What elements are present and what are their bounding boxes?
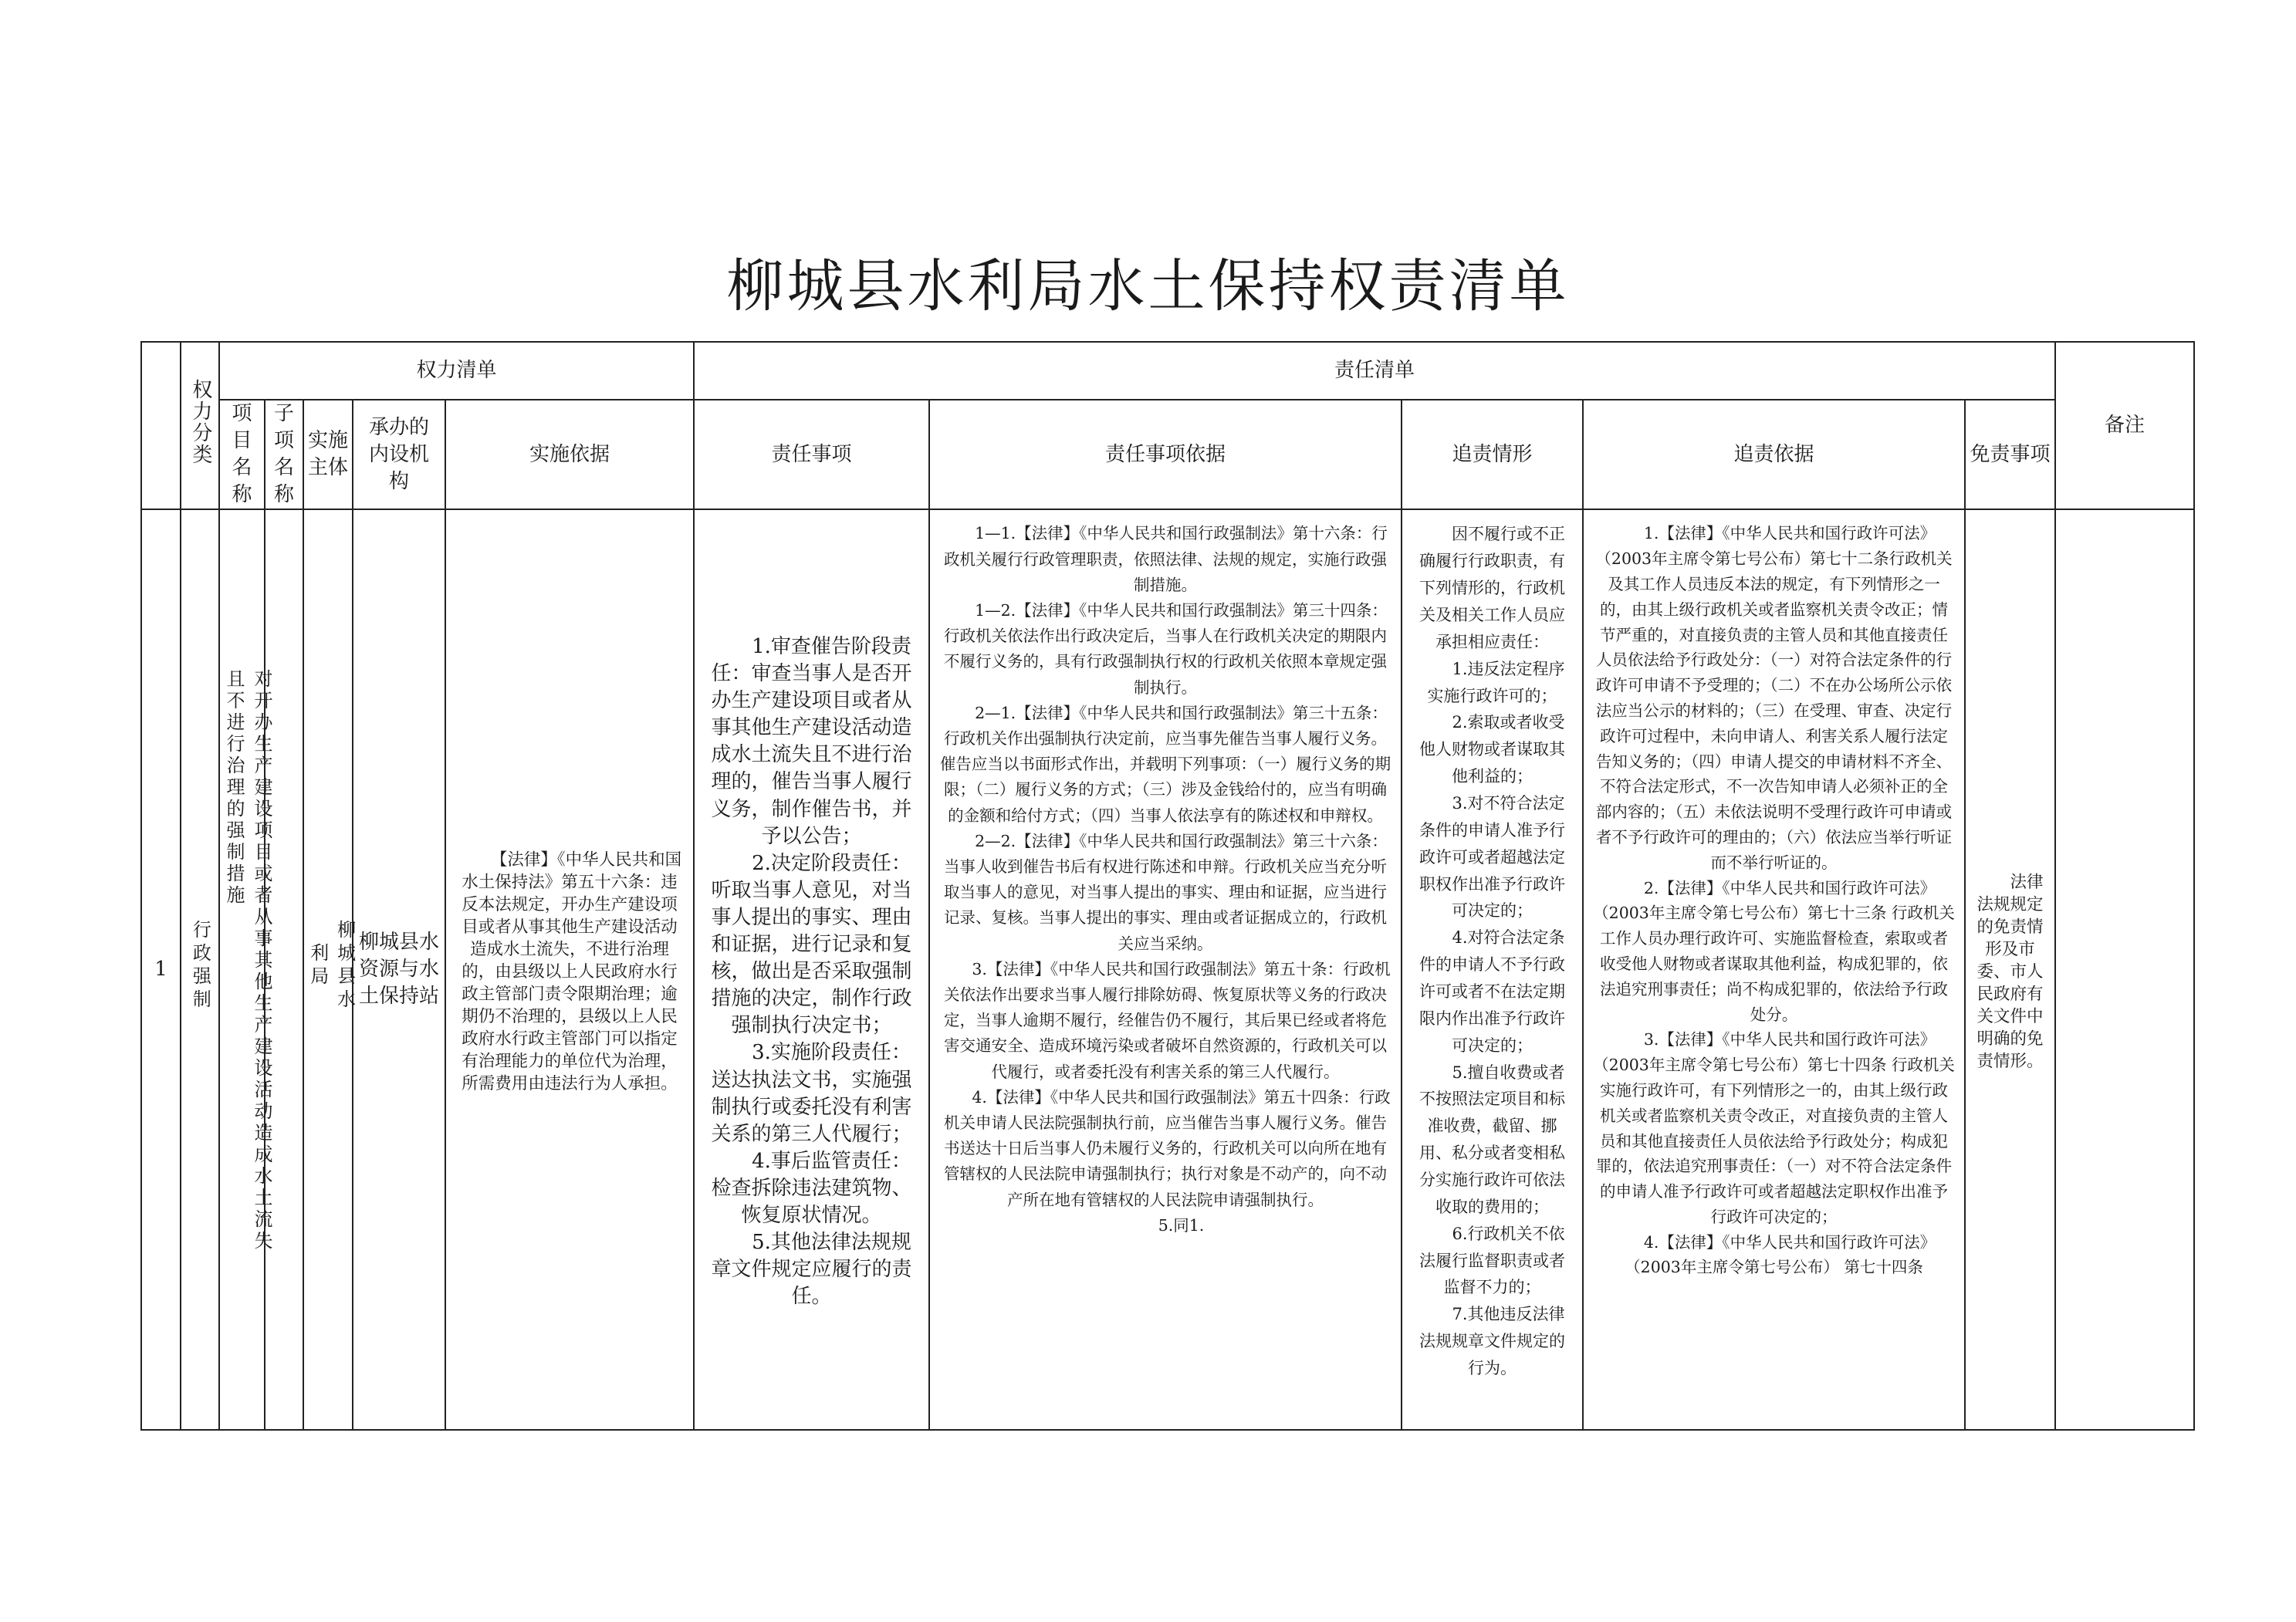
resp-basis-item: 2—2.【法律】《中华人民共和国行政强制法》第三十六条：当事人收到催告书后有权进行陈述和申辩。行政机关应当充分听取当事人的意见，对当事人提出的事实、理由和证据，应当进行记录、复核。当事人提出的事实、理由或者证据成立的，行政机关应当采纳。	[944, 831, 1388, 953]
seq-header-cell	[141, 342, 181, 509]
power-list-header: 权力清单	[219, 342, 694, 400]
row-category: 行政强制	[181, 509, 219, 1430]
remarks-header: 备注	[2055, 342, 2194, 509]
resp-items-header: 责任事项	[694, 400, 929, 509]
row-item-name: 对开办生产建设项目或者从事其他生产建设活动造成水土流失且不进行治理的强制措施	[219, 509, 265, 1430]
accountability-item: 6.行政机关不依法履行监督职责或者监督不力的；	[1419, 1224, 1565, 1297]
accountability-item: 2.索取或者收受他人财物或者谋取其他利益的；	[1419, 713, 1565, 786]
resp-basis-item: 4.【法律】《中华人民共和国行政强制法》第五十四条：行政机关申请人民法院强制执行前，应当催告当事人履行义务。催告书送达十日后当事人仍未履行义务的，行政机关可以向所在地有管辖权的人民法院申请强制执行；执行对象是不动产的，向不动产所在地有管辖权的人民法院申请强制执行。	[944, 1087, 1391, 1209]
accountability-item: 4.对符合法定条件的申请人不予行政许可或者不在法定期限内作出准予行政许可决定的；	[1419, 928, 1565, 1055]
resp-basis-item: 3.【法律】《中华人民共和国行政强制法》第五十条：行政机关依法作出要求当事人履行排除妨碍、恢复原状等义务的行政决定，当事人逾期不履行，经催告仍不履行，其后果已经或者将危害交通安全、造成环境污染或者破坏自然资源的，行政机关可以代履行，或者委托没有利害关系的第三人代履行。	[944, 959, 1391, 1081]
row-accountability	[1402, 509, 1583, 1430]
resp-basis-item: 1—1.【法律】《中华人民共和国行政强制法》第十六条：行政机关履行行政管理职责，依照法律、法规的规定，实施行政强制措施。	[944, 524, 1388, 594]
accountability-item: 因不履行或不正确履行行政职责，有下列情形的，行政机关及相关工作人员应承担相应责任：	[1419, 525, 1565, 651]
resp-item: 3.实施阶段责任：送达执法文书，实施强制执行或委托没有利害关系的第三人代履行；	[711, 1041, 912, 1146]
row-resp-basis	[929, 509, 1402, 1430]
item-name-header: 项目名称	[219, 400, 265, 509]
power-category-header: 权力分类	[181, 342, 219, 509]
resp-item: 2.决定阶段责任：听取当事人意见，对当事人提出的事实、理由和证据，进行记录和复核，做出是否采取强制措施的决定，制作行政强制执行决定书；	[711, 851, 912, 1038]
accountability-item: 1.违反法定程序实施行政许可的；	[1427, 659, 1565, 705]
subject-header: 实施主体	[303, 400, 353, 509]
account-basis-item: 4.【法律】《中华人民共和国行政许可法》（2003年主席令第七号公布） 第七十四条	[1625, 1232, 1936, 1277]
resp-basis-item: 1—2.【法律】《中华人民共和国行政强制法》第三十四条：行政机关依法作出行政决定后，当事人在行政机关决定的期限内不履行义务的，具有行政强制执行权的行政机关依照本章规定强制执行。	[944, 600, 1388, 697]
row-subject: 柳城县水利局	[303, 509, 353, 1430]
account-basis-item: 2.【法律】《中华人民共和国行政许可法》（2003年主席令第七号公布）第七十三条 行政机关工作人员办理行政许可、实施监督检查，索取或者收受他人财物或者谋取其他利益，构成犯罪的，依法追究刑事责任；尚不构成犯罪的，依法给予行政处分。	[1593, 878, 1955, 1024]
row-remarks	[2055, 509, 2194, 1430]
account-basis-header: 追责依据	[1583, 400, 1965, 509]
sub-item-header: 子项名称	[265, 400, 303, 509]
accountability-header: 追责情形	[1402, 400, 1583, 509]
row-seq: 1	[141, 509, 181, 1430]
row-dept: 柳城县水资源与水土保持站	[353, 509, 445, 1430]
responsibility-list-header: 责任清单	[694, 342, 2055, 400]
resp-item: 4.事后监管责任：检查拆除违法建筑物、恢复原状情况。	[711, 1149, 912, 1227]
row-resp-items	[694, 509, 929, 1430]
row-basis: 【法律】《中华人民共和国水土保持法》第五十六条：违反本法规定，开办生产建设项目或者从事其他生产建设活动造成水土流失，不进行治理的，由县级以上人民政府水行政主管部门责令限期治理；逾期仍不治理的，县级以上人民政府水行政主管部门可以指定有治理能力的单位代为治理，所需费用由违法行为人承担。	[445, 509, 694, 1430]
account-basis-item: 3.【法律】《中华人民共和国行政许可法》（2003年主席令第七号公布）第七十四条 行政机关实施行政许可，有下列情形之一的，由其上级行政机关或者监察机关责令改正，对直接负责的主管人员和其他直接责任人员依法给予行政处分；构成犯罪的，依法追究刑事责任：（一）对不符合法定条件的申请人准予行政许可或者超越法定职权作出准予行政许可决定的；	[1593, 1030, 1955, 1226]
resp-basis-header: 责任事项依据	[929, 400, 1402, 509]
row-account-basis	[1583, 509, 1965, 1430]
page-title: 柳城县水利局水土保持权责清单	[726, 253, 1570, 319]
dept-header: 承办的内设机构	[353, 400, 445, 509]
accountability-item: 5.擅自收费或者不按照法定项目和标准收费，截留、挪用、私分或者变相私分实施行政许可依法收取的费用的；	[1419, 1063, 1565, 1216]
resp-item: 5.其他法律法规规章文件规定应履行的责任。	[711, 1231, 912, 1309]
resp-basis-item: 2—1.【法律】《中华人民共和国行政强制法》第三十五条：行政机关作出强制执行决定前，应当事先催告当事人履行义务。催告应当以书面形式作出，并载明下列事项：（一）履行义务的期限；（二）履行义务的方式；（三）涉及金钱给付的，应当有明确的金额和给付方式；（四）当事人依法享有的陈述权和申辩权。	[939, 703, 1391, 825]
accountability-item: 3.对不符合法定条件的申请人准予行政许可或者超越法定职权作出准予行政许可决定的；	[1419, 793, 1565, 921]
accountability-item: 7.其他违反法律法规规章文件规定的行为。	[1419, 1305, 1565, 1378]
resp-item: 1.审查催告阶段责任：审查当事人是否开办生产建设项目或者从事其他生产建设活动造成水土流失且不进行治理的，催告当事人履行义务，制作催告书，并予以公告；	[711, 635, 912, 848]
row-exemption: 法律法规规定的免责情形及市委、市人民政府有关文件中明确的免责情形。	[1965, 509, 2055, 1430]
exemption-header: 免责事项	[1965, 400, 2055, 509]
account-basis-item: 1.【法律】《中华人民共和国行政许可法》（2003年主席令第七号公布）第七十二条行政机关及其工作人员违反本法的规定，有下列情形之一的，由其上级行政机关或者监察机关责令改正；情节严重的，对直接负责的主管人员和其他直接责任人员依法给予行政处分：（一）对符合法定条件的行政许可申请不予受理的；（二）不在办公场所公示依法应当公示的材料的；（三）在受理、审查、决定行政许可过程中，未向申请人、利害关系人履行法定告知义务的；（四）申请人提交的申请材料不齐全、不符合法定形式，不一次告知申请人必须补正的全部内容的；（五）未依法说明不受理行政许可申请或者不予行政许可的理由的；（六）依法应当举行听证而不举行听证的。	[1595, 524, 1953, 872]
resp-basis-item: 5.同1.	[1158, 1215, 1205, 1235]
responsibility-table	[140, 341, 2195, 1431]
basis-header: 实施依据	[445, 400, 694, 509]
